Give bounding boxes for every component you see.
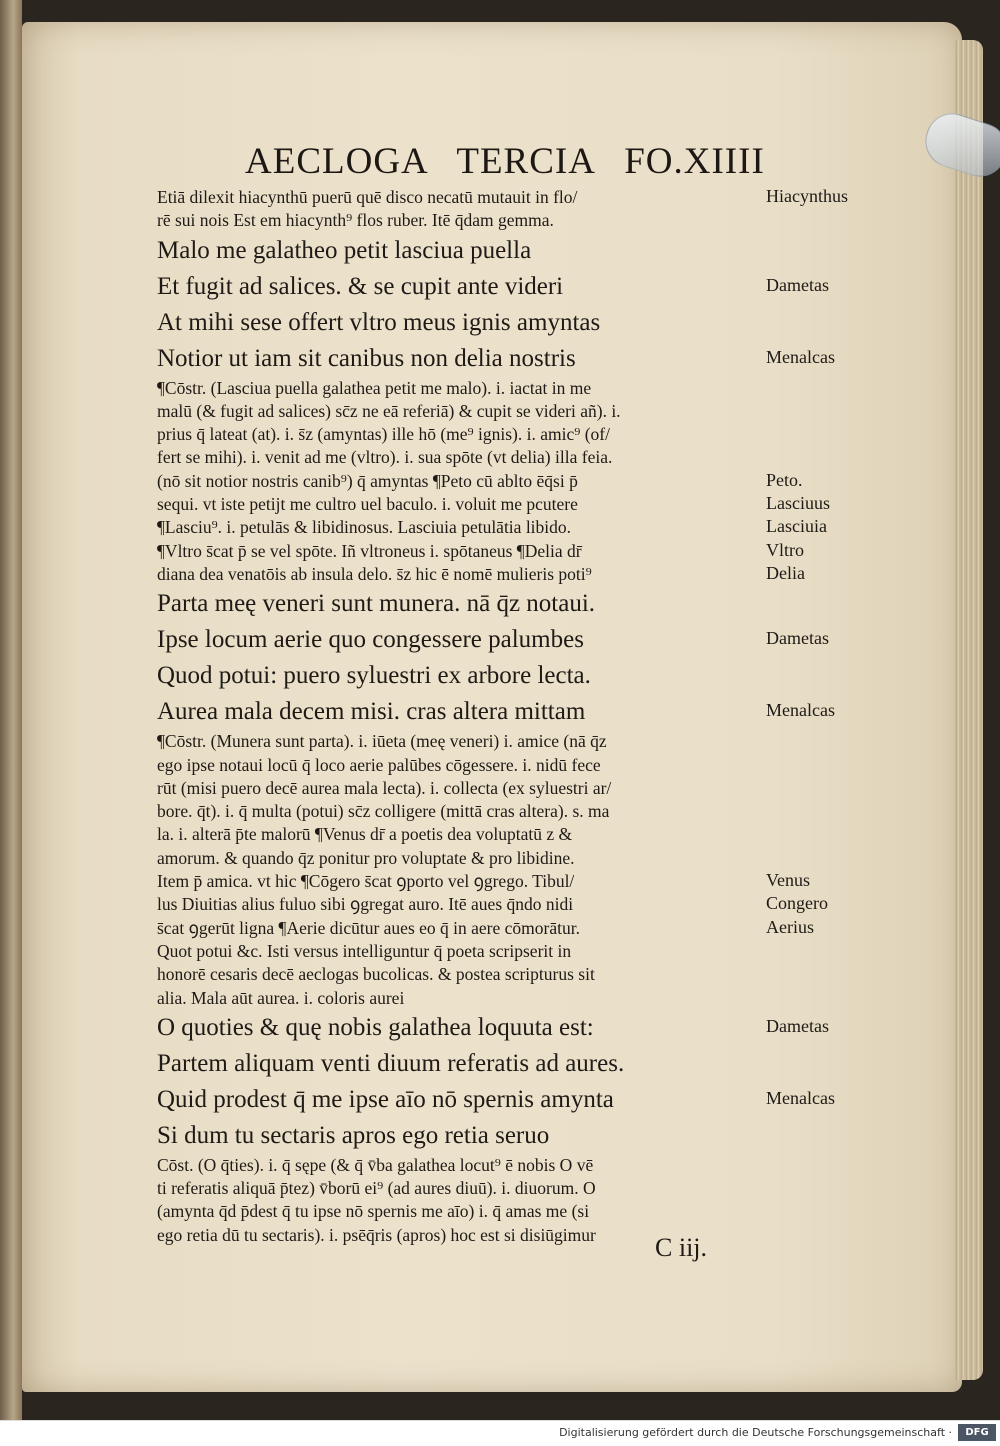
page-header [245, 140, 785, 183]
footer-bar [0, 1420, 1000, 1446]
margin-note: Menalcas [766, 1087, 835, 1108]
margin-note: Lasciuia [766, 516, 827, 537]
commentary-line: (nō sit notior nostris canib⁹) q̄ amyntas ¶Peto cū ablto ēq̄si p̄ [157, 470, 578, 491]
margin-note: Congero [766, 893, 828, 914]
commentary-line: rē sui nois Est em hiacynth⁹ flos ruber. Itē q̄dam gemma. [157, 210, 554, 231]
verse-line: Et fugit ad salices. & se cupit ante videri [157, 272, 564, 300]
verse-line: Parta meę veneri sunt munera. nā q̄z notaui. [157, 590, 596, 618]
margin-note: Lasciuus [766, 493, 830, 514]
margin-note: Menalcas [766, 346, 835, 367]
verse-line: O quoties & quę nobis galathea loquuta est: [157, 1013, 594, 1041]
commentary-line: ti referatis aliquā p̄tez) v̄borū ei⁹ (ad aures diuū). i. diuorum. O [157, 1178, 596, 1199]
commentary-line: fert se mihi). i. venit ad me (vltro). i. sua spōte (vt delia) illa feia. [157, 447, 613, 468]
commentary-line: honorē cesaris decē aeclogas bucolicas. & postea scripturus sit [157, 964, 595, 985]
verse-line: Ipse locum aerie quo congessere palumbes [157, 626, 584, 654]
commentary-line: ¶Cōstr. (Munera sunt parta). i. iūeta (meę veneri) i. amice (nā q̄z [157, 731, 607, 752]
main-text-block [157, 186, 769, 1247]
verse-line: Partem aliquam venti diuum referatis ad aures. [157, 1049, 625, 1077]
verse-line: Aurea mala decem misi. cras altera mittam [157, 698, 586, 726]
commentary-line: s̄cat ꝯgerūt ligna ¶Aerie dicūtur aues eo q̄ in aere cōmorātur. [157, 917, 580, 938]
facing-page-edge [0, 0, 22, 1420]
page-stack-edge [955, 40, 983, 1380]
commentary-line: ¶Cōstr. (Lasciua puella galathea petit me malo). i. iactat in me [157, 377, 592, 398]
folio-number: FO.XIIII [624, 141, 765, 182]
signature-mark: C iij. [655, 1233, 708, 1262]
commentary-line: alia. Mala aūt aurea. i. coloris aurei [157, 987, 405, 1008]
commentary-line: lus Diuitias alius fuluo sibi ꝯgregat auro. Itē aues q̄ndo nidi [157, 894, 574, 915]
commentary-line: amorum. & quando q̄z ponitur pro voluptate & pro libidine. [157, 847, 575, 868]
commentary-line: la. i. alterā p̄te malorū ¶Venus dr̄ a poetis dea voluptatū z & [157, 824, 573, 845]
dfg-logo-icon: DFG [958, 1424, 996, 1441]
commentary-line: prius q̄ lateat (at). i. s̄z (amyntas) ille hō (me⁹ ignis). i. amic⁹ (of/ [157, 424, 610, 445]
margin-note: Venus [766, 870, 810, 891]
margin-note: Dametas [766, 1015, 829, 1036]
margin-note: Dametas [766, 274, 829, 295]
commentary-line: bore. q̄t). i. q̄ multa (potui) sc̄z colligere (mittā cras altera). s. ma [157, 801, 610, 822]
verse-line: Quid prodest q̄ me ipse aīo nō spernis amynta [157, 1085, 614, 1113]
commentary-line: ego retia dū tu sectaris). i. psēq̄ris (apros) hoc est si disiūgimur [157, 1224, 596, 1245]
margin-note: Aerius [766, 916, 814, 937]
commentary-line: Item p̄ amica. vt hic ¶Cōgero s̄cat ꝯporto vel ꝯgrego. Tibul/ [157, 871, 575, 892]
commentary-line: Etiā dilexit hiacynthū puerū quē disco necatū mutauit in flo/ [157, 187, 578, 207]
margin-note: Dametas [766, 628, 829, 649]
commentary-line: sequi. vt iste petijt me cultro uel baculo. i. voluit me pcutere [157, 494, 578, 515]
commentary-line: ¶Lasciu⁹. i. petulās & libidinosus. Lasciuia petulātia libido. [157, 517, 572, 538]
header-word: TERCIA [456, 141, 596, 182]
verse-line: Si dum tu sectaris apros ego retia seruo [157, 1121, 550, 1149]
margin-note: Peto. [766, 469, 803, 490]
commentary-line: ego ipse notaui locū q̄ loco aerie palūbes cōgessere. i. nidū fece [157, 754, 601, 775]
margin-note: Delia [766, 563, 805, 583]
verse-line: At mihi sese offert vltro meus ignis amyntas [157, 308, 601, 336]
margin-note: Hiacynthus [766, 186, 848, 206]
verse-line: Notior ut iam sit canibus non delia nostris [157, 344, 576, 372]
funding-credit: Digitalisierung gefördert durch die Deutsche Forschungsgemeinschaft · [559, 1426, 952, 1439]
commentary-line: diana dea venatōis ab insula delo. s̄z hic ē nomē mulieris poti⁹ [157, 563, 592, 584]
header-word: AECLOGA [245, 141, 429, 182]
commentary-line: malū (& fugit ad salices) sc̄z ne eā referiā) & cupit se videri añ). i. [157, 400, 621, 421]
commentary-line: (amynta q̄d p̄dest q̄ tu ipse nō spernis me aīo) i. q̄ amas me (si [157, 1201, 590, 1222]
commentary-line: rūt (misi puero decē aurea mala lecta). i. collecta (ex syluestri ar/ [157, 777, 612, 798]
margin-note: Menalcas [766, 700, 835, 721]
commentary-line: Quot potui &c. Isti versus intelliguntur q̄ poeta scripserit in [157, 940, 572, 961]
verse-line: Quod potui: puero syluestri ex arbore lecta. [157, 662, 591, 690]
commentary-line: Cōst. (O q̄ties). i. q̄ sępe (& q̄ v̄ba galathea locut⁹ ē nobis O vē [157, 1154, 594, 1175]
verse-line: Malo me galatheo petit lasciua puella [157, 236, 532, 264]
margin-note: Vltro [766, 539, 804, 560]
commentary-line: ¶Vltro s̄cat p̄ se vel spōte. Iñ vltroneus i. spōtaneus ¶Delia dr̄ [157, 540, 582, 561]
